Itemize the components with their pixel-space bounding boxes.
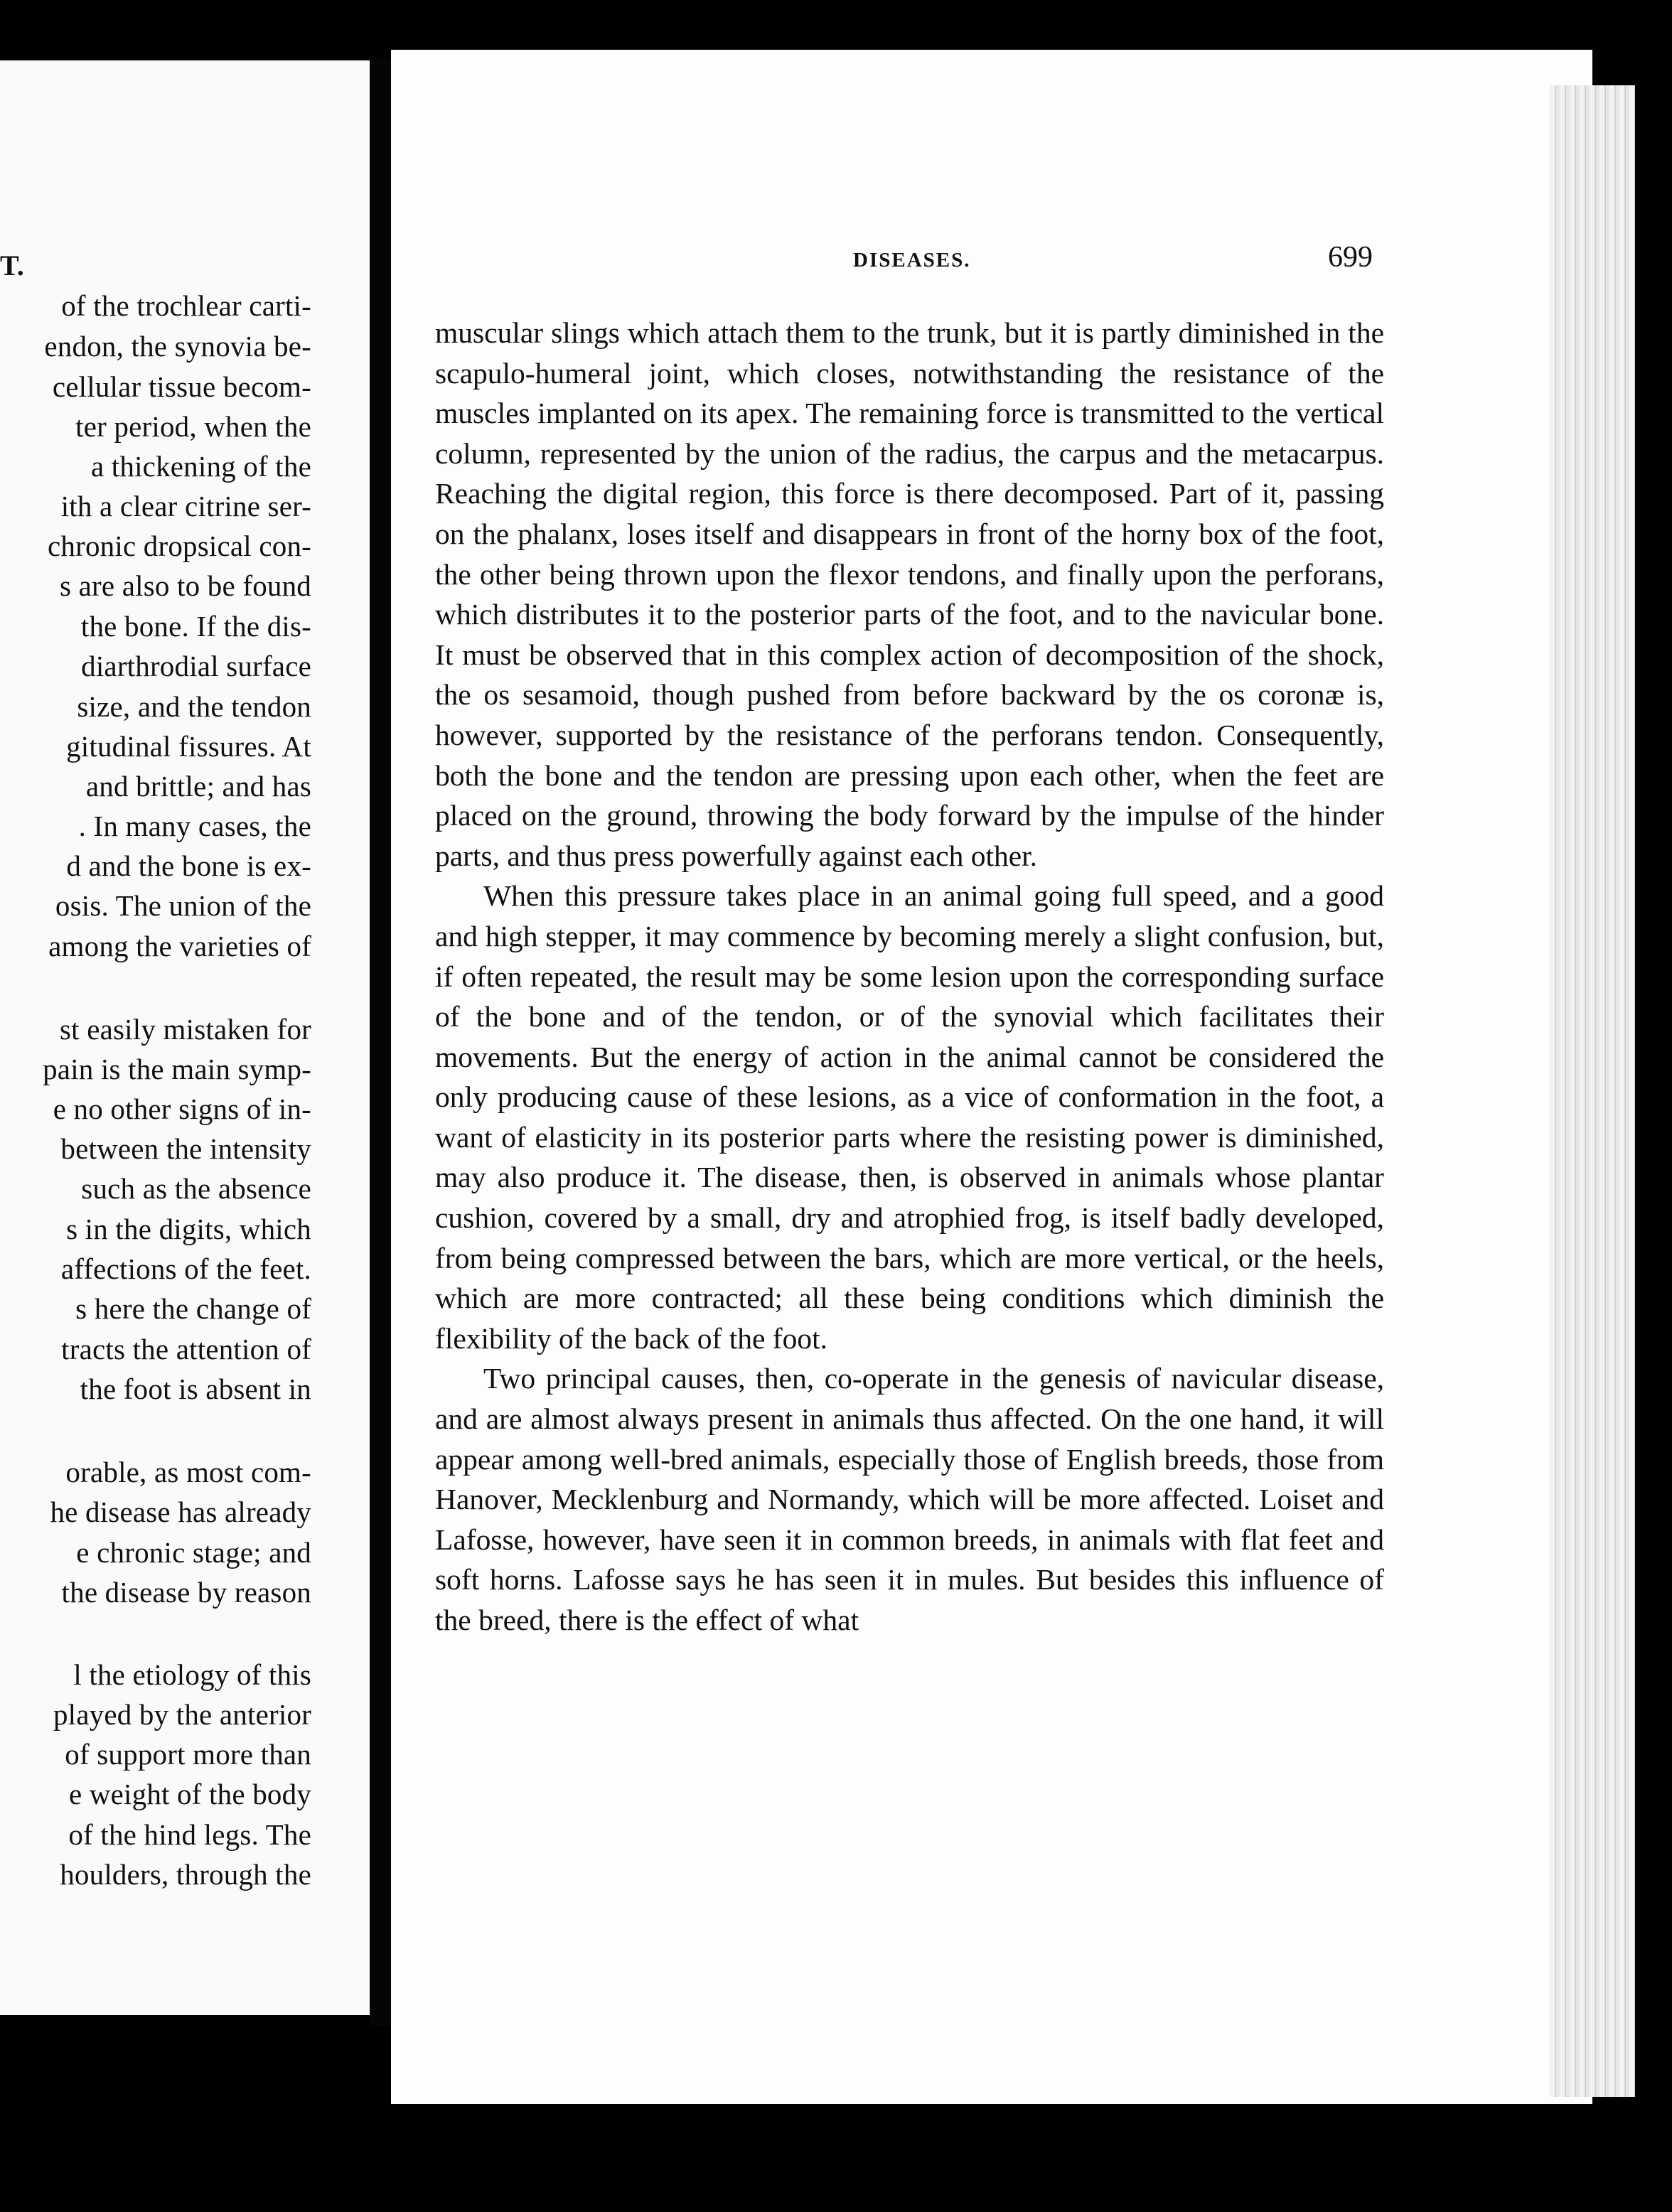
left-page-line: s are also to be found: [60, 569, 311, 602]
left-page-line: d and the bone is ex-: [66, 849, 311, 882]
left-page-line: pain is the main symp-: [43, 1053, 311, 1085]
left-page-line: ith a clear citrine ser-: [60, 490, 311, 522]
running-head: DISEASES.: [853, 249, 971, 272]
left-page-line: e weight of the body: [68, 1778, 311, 1810]
left-page-line: l the etiology of this: [73, 1658, 311, 1691]
left-page-line: such as the absence: [81, 1172, 311, 1205]
left-page-line: of support more than: [65, 1738, 311, 1771]
left-page-line: affections of the feet.: [60, 1252, 311, 1285]
body-text: [435, 313, 1384, 1641]
paragraph: Two principal causes, then, co-operate in the genesis of navicular disease, and are almost always present in animals thus affected. On the one hand, it will appear among well-bred animals, especially those of English breeds, those from Hanover, Mecklenburg and Normandy, which will be more affected. Loiset and Lafosse, however, have seen it in common breeds, in animals with flat feet and soft horns. Lafosse says he has seen it in mules. But besides this influence of the breed, there is the effect of what: [435, 1362, 1384, 1636]
left-page-line: diarthrodial surface: [81, 650, 311, 682]
page-number: 699: [1328, 241, 1373, 274]
left-page-line: size, and the tendon: [77, 690, 311, 723]
book-gutter: [370, 57, 391, 2026]
left-page-line: of the hind legs. The: [68, 1818, 311, 1851]
left-page-line: among the varieties of: [48, 930, 311, 962]
left-page-line: osis. The union of the: [55, 889, 311, 922]
left-page-line: cellular tissue becom-: [52, 370, 311, 403]
left-page-line: . In many cases, the: [78, 810, 311, 842]
left-page-line: st easily mistaken for: [60, 1013, 311, 1046]
left-page-line: orable, as most com-: [65, 1456, 311, 1488]
left-page-line: played by the anterior: [53, 1698, 311, 1731]
left-page-line: houlders, through the: [60, 1858, 311, 1891]
left-page-line: of the trochlear carti-: [61, 289, 311, 322]
left-page-line: tracts the attention of: [61, 1333, 311, 1365]
page-edges: [1550, 85, 1635, 2097]
left-page-line: s in the digits, which: [66, 1213, 311, 1245]
left-page-line: chronic dropsical con-: [48, 530, 311, 562]
left-page-line: between the intensity: [60, 1132, 311, 1165]
left-page-line: the disease by reason: [61, 1576, 311, 1609]
left-page-line: e no other signs of in-: [53, 1092, 311, 1125]
left-page-line: e chronic stage; and: [76, 1536, 311, 1569]
left-page-header-fragment: T.: [0, 249, 24, 281]
left-page-line: gitudinal fissures. At: [66, 730, 311, 763]
paragraph: muscular slings which attach them to the trunk, but it is partly diminished in the scapulo-humeral joint, which closes, notwithstanding the resistance of the muscles implanted on its apex. The remaining force is transmitted to the vertical column, represented by the union of the radius, the carpus and the metacarpus. Reaching the digital region, this force is there decomposed. Part of it, passing on the phalanx, loses itself and disappears in front of the horny box of the foot, the other being thrown upon the flexor tendons, and finally upon the perforans, which distributes it to the posterior parts of the foot, and to the navicular bone. It must be observed that in this complex action of decomposition of the shock, the os sesamoid, though pushed from before backward by the os coronæ is, however, supported by the resistance of the perforans tendon. Consequently, both the bone and the tendon are pressing upon each other, when the feet are placed on the ground, throwing the body forward by the impulse of the hinder parts, and thus press powerfully against each other.: [435, 316, 1384, 872]
left-page-line: and brittle; and has: [85, 770, 311, 802]
left-page-line: he disease has already: [50, 1496, 311, 1528]
paragraph: When this pressure takes place in an animal going full speed, and a good and high stepper, it may commence by becoming merely a slight confusion, but, if often repeated, the result may be some lesion upon the corresponding surface of the bone and of the tendon, or of the synovial which facilitates their movements. But the energy of action in the animal cannot be considered the only producing cause of these lesions, as a vice of conformation in the foot, a want of elasticity in its posterior parts where the resisting power is diminished, may also produce it. The disease, then, is observed in animals whose plantar cushion, covered by a small, dry and atrophied frog, is itself badly developed, from being compressed between the bars, which are more vertical, or the heels, which are more contracted; all these being conditions which diminish the flexibility of the back of the foot.: [435, 879, 1384, 1355]
left-page-line: endon, the synovia be-: [44, 330, 311, 363]
left-page-line: the foot is absent in: [80, 1373, 311, 1405]
left-page-line: a thickening of the: [90, 450, 311, 483]
left-page-line: the bone. If the dis-: [80, 610, 311, 643]
left-page-line: ter period, when the: [75, 410, 311, 443]
left-page-line: s here the change of: [75, 1292, 311, 1325]
left-page: [0, 60, 370, 2015]
